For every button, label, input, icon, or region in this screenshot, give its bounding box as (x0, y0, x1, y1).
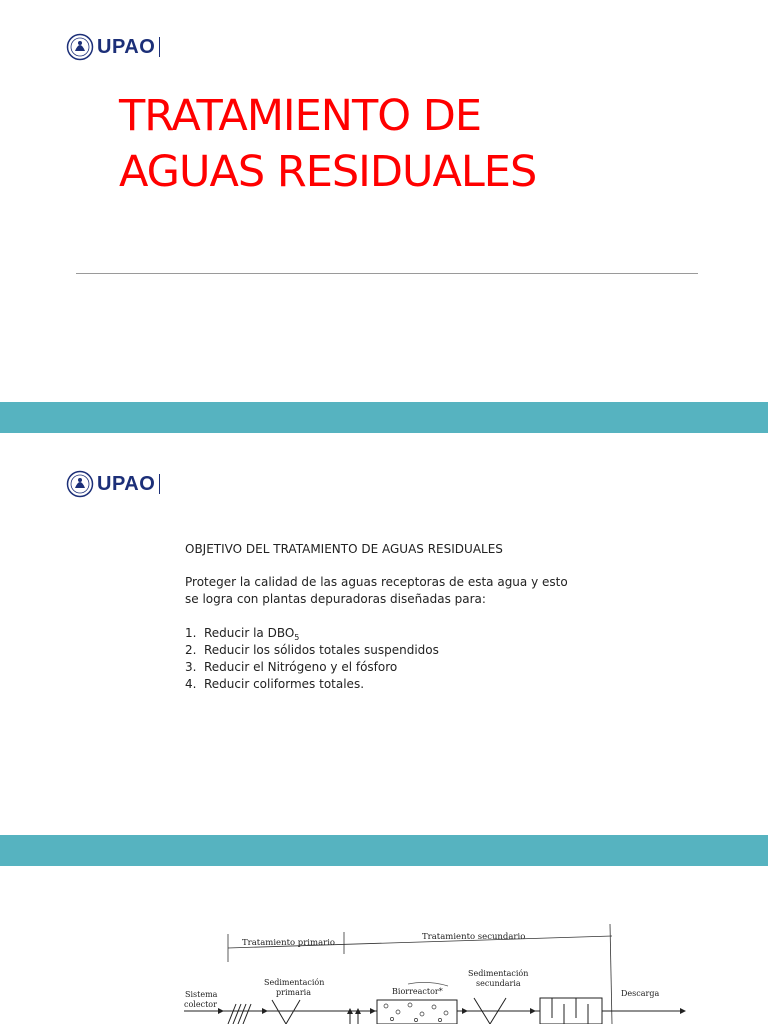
secondary-treatment-label: Tratamiento secundario (422, 932, 526, 942)
objective-list (185, 625, 585, 693)
flow-arrow (370, 1008, 376, 1014)
upao-logo (66, 33, 160, 61)
annotation-curve (408, 982, 448, 986)
flow-arrow (462, 1008, 468, 1014)
flow-arrow (262, 1008, 268, 1014)
list-item: 2. Reducir los sólidos totales suspendidos (185, 643, 439, 657)
logo-text: UPAO (97, 35, 156, 58)
primary-clarifier (272, 1000, 300, 1024)
contact-tank (540, 998, 602, 1024)
title-slide (0, 0, 768, 402)
discharge-label: Descarga (621, 989, 660, 998)
intro-paragraph: Proteger la calidad de las aguas receptoras de esta agua y esto se logra con plantas depuradoras diseñadas para: (185, 575, 568, 606)
primary-sedimentation-label: Sedimentación (264, 978, 325, 987)
slide-separator (0, 835, 768, 866)
title-divider (76, 273, 698, 274)
upao-seal-icon (66, 33, 94, 61)
bioreactor-label: Biorreactor* (392, 987, 443, 996)
screen-hatch (228, 1004, 236, 1024)
list-item: 4. Reducir coliformes totales. (185, 677, 365, 691)
stage-tick (610, 924, 612, 1024)
logo-divider (159, 474, 160, 494)
upao-seal-icon (66, 470, 94, 498)
primary-sedimentation-label: primaria (276, 988, 312, 997)
collector-label: colector (184, 1000, 217, 1009)
logo-text: UPAO (97, 472, 156, 495)
collector-label: Sistema (185, 990, 218, 999)
upao-logo (66, 470, 160, 498)
secondary-sedimentation-label: Sedimentación (468, 969, 529, 978)
section-heading: OBJETIVO DEL TRATAMIENTO DE AGUAS RESIDUALES (185, 542, 503, 556)
list-item: 3. Reducir el Nitrógeno y el fósforo (185, 660, 398, 674)
secondary-sedimentation-label: secundaria (476, 979, 521, 988)
logo-divider (159, 37, 160, 57)
objective-content (185, 541, 585, 693)
screen-hatch (233, 1004, 241, 1024)
flow-arrow (218, 1008, 224, 1014)
slide-separator (0, 402, 768, 433)
primary-treatment-label: Tratamiento primario (242, 938, 336, 948)
bioreactor-tank (377, 1000, 457, 1024)
treatment-process-diagram (0, 866, 768, 1024)
page-title (119, 88, 719, 200)
flow-arrow (530, 1008, 536, 1014)
screen-hatch (243, 1004, 251, 1024)
title-line-2: AGUAS RESIDUALES (119, 147, 537, 197)
title-line-1: TRATAMIENTO DE (119, 91, 481, 141)
screen-hatch (238, 1004, 246, 1024)
flow-arrow (680, 1008, 686, 1014)
list-item: 1. Reducir la $DBO_5$ (185, 626, 300, 642)
